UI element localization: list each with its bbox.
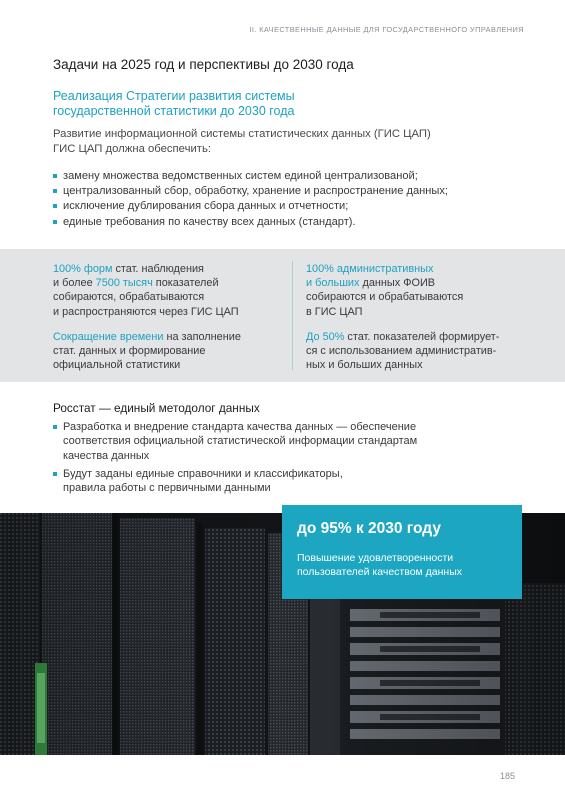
accent-text: 7500 тысяч (95, 277, 153, 290)
intro-text (53, 127, 493, 157)
accent-text: 100% административных (306, 263, 434, 275)
stat-text: данных ФОИВ (359, 277, 436, 290)
strategy-subtitle (53, 89, 393, 119)
stat-text: и распространяются через ГИС ЦАП (53, 305, 239, 318)
list-item: единые требования по качеству всех данных (стандарт). (53, 215, 523, 230)
stat-text: и более (53, 277, 96, 290)
methodologist-title: Росстат — единый методолог данных (53, 401, 260, 415)
tasks-list (53, 169, 523, 230)
page-title: Задачи на 2025 год и перспективы до 2030 года (53, 57, 354, 72)
stat-text: собираются и обрабатываются (306, 291, 464, 304)
callout-text (297, 551, 512, 579)
subtitle-line: Реализация Стратегии развития системы (53, 89, 295, 103)
list-line: соответствия официальной статистической информации стандартам (63, 435, 418, 448)
list-item (53, 420, 493, 463)
callout-line: пользователей качеством данных (297, 566, 463, 578)
accent-text: 100% форм (53, 263, 113, 275)
list-line: Будут заданы единые справочники и классификаторы, (63, 467, 343, 480)
stat-text: в ГИС ЦАП (306, 305, 363, 318)
stat-text: ся с использованием административ- (306, 345, 497, 358)
stat-text: показателей (152, 277, 219, 290)
stat-text: стат. показателей формирует- (344, 331, 500, 343)
column-divider (292, 261, 293, 370)
intro-line: ГИС ЦАП должна обеспечить: (53, 143, 211, 155)
page-number: 185 (500, 771, 516, 781)
stat-text: ных и больших данных (306, 359, 423, 372)
intro-line: Развитие информационной системы статистических данных (ГИС ЦАП) (53, 128, 431, 140)
list-item (53, 467, 493, 496)
stat-text: собираются, обрабатываются (53, 291, 205, 304)
list-line: правила работы с первичными данными (63, 482, 271, 495)
accent-text: Сокращение времени (53, 331, 164, 343)
stat-text: стат. данных и формирование (53, 345, 206, 358)
stat-forms (53, 262, 283, 319)
accent-text: и больших (306, 277, 360, 290)
stat-text: стат. наблюдения (112, 263, 204, 275)
callout-line: Повышение удовлетворенности (297, 552, 454, 564)
methodologist-list (53, 420, 493, 499)
stat-text: официальной статистики (53, 359, 181, 372)
section-header: II. КАЧЕСТВЕННЫЕ ДАННЫЕ ДЛЯ ГОСУДАРСТВЕННОГО УПРАВЛЕНИЯ (249, 25, 524, 34)
callout-figure: до 95% к 2030 году (297, 520, 441, 537)
list-item: замену множества ведомственных систем единой централизованой; (53, 169, 523, 184)
stat-share (306, 330, 536, 373)
accent-text: До 50% (306, 331, 345, 343)
stat-admin (306, 262, 526, 319)
list-item: исключение дублирования сбора данных и отчетности; (53, 199, 523, 214)
list-item: централизованный сбор, обработку, хранение и распространение данных; (53, 184, 523, 199)
list-line: Разработка и внедрение стандарта качества данных — обеспечение (63, 421, 417, 433)
stat-time (53, 330, 283, 373)
list-line: качества данных (63, 449, 150, 462)
subtitle-line: государственной статистики до 2030 года (53, 104, 295, 118)
stat-text: на заполнение (163, 331, 241, 343)
